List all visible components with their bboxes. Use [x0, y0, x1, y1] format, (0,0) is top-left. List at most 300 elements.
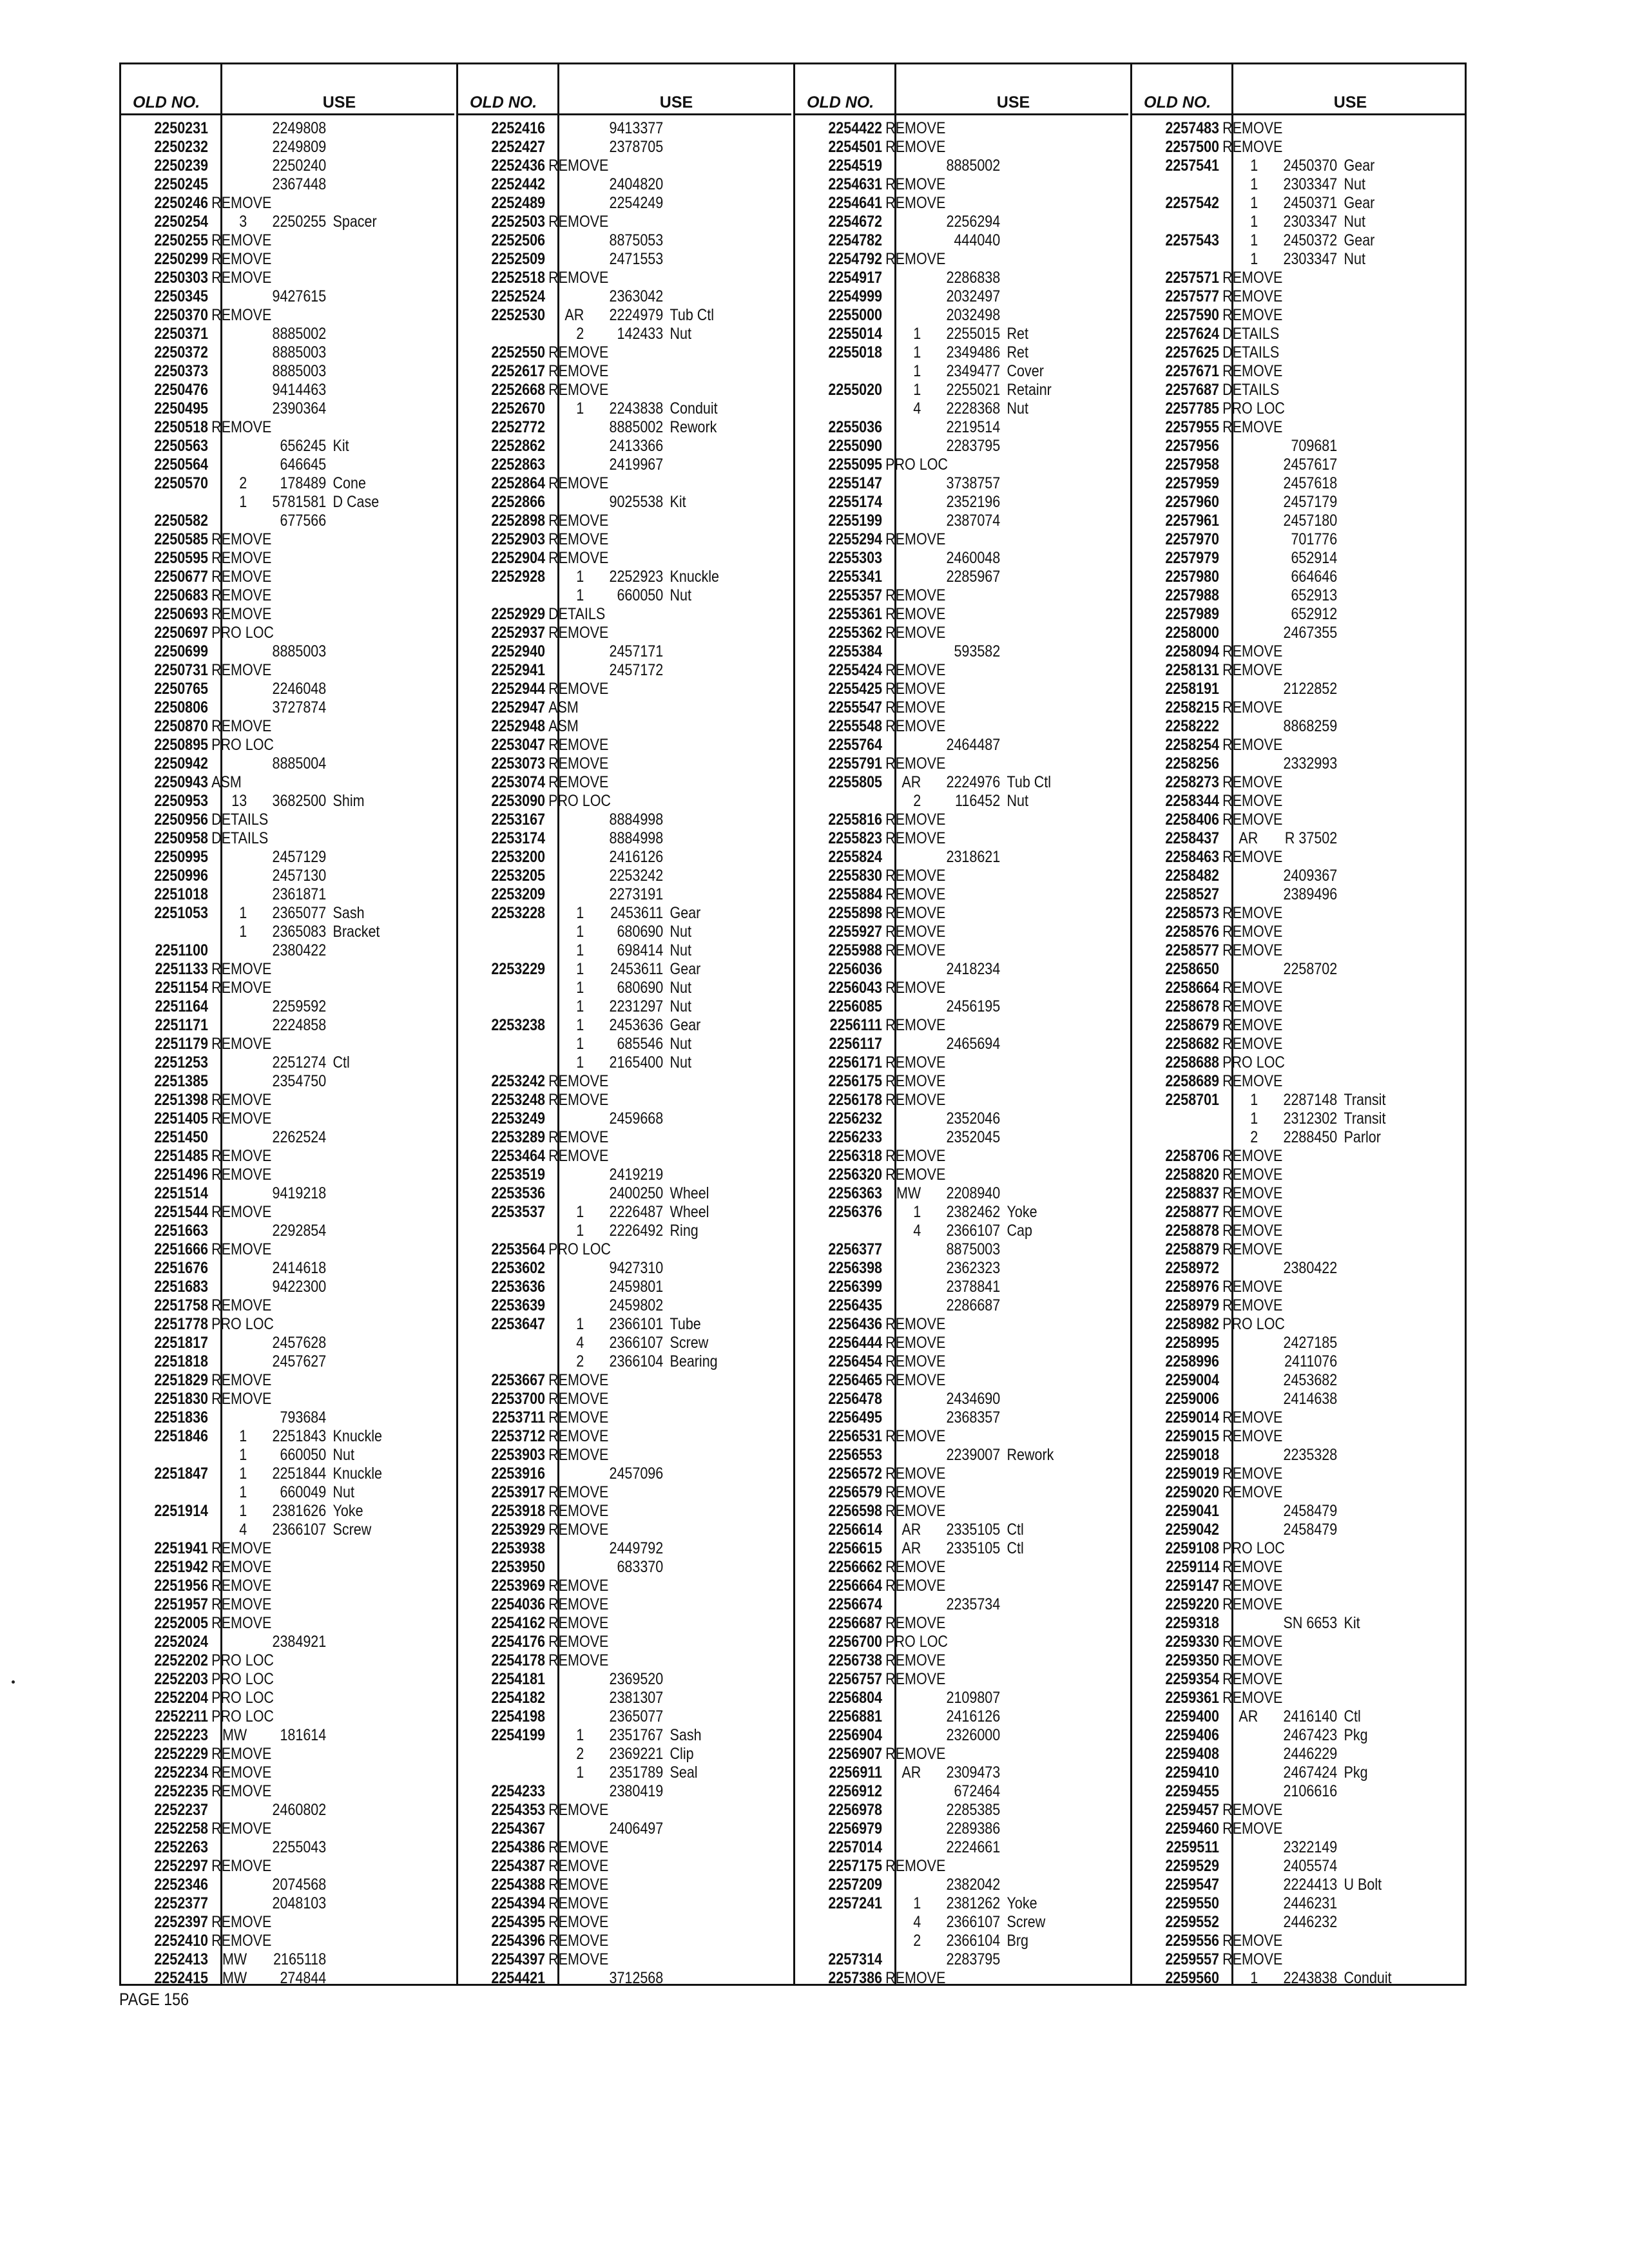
table-row — [795, 792, 1082, 811]
table-row — [1132, 1390, 1419, 1408]
use-action: REMOVE — [548, 1408, 609, 1427]
old-number: 2252235 — [154, 1782, 209, 1800]
replacement-part-number: 2406497 — [609, 1820, 664, 1838]
old-number: 2255424 — [828, 661, 883, 679]
use-action: REMOVE — [211, 1240, 272, 1258]
old-number: 2259019 — [1165, 1465, 1220, 1483]
table-row — [121, 1595, 408, 1614]
table-row — [121, 1726, 408, 1745]
replacement-part-number: 2411076 — [1284, 1352, 1338, 1370]
quantity: 1 — [913, 381, 921, 399]
table-row — [1132, 1913, 1419, 1932]
old-number: 2259557 — [1165, 1950, 1220, 1968]
table-row — [795, 1614, 1082, 1633]
table-row — [121, 642, 408, 661]
replacement-part-number: 2351789 — [609, 1763, 664, 1782]
table-row — [121, 512, 408, 530]
table-row — [795, 1838, 1082, 1857]
quantity: 1 — [576, 997, 584, 1015]
use-action: REMOVE — [885, 1091, 946, 1109]
old-number: 2251405 — [154, 1110, 209, 1128]
use-action: REMOVE — [885, 1745, 946, 1763]
use-action: PRO LOC — [548, 1240, 611, 1258]
quantity: AR — [901, 1539, 921, 1557]
use-action: REMOVE — [211, 231, 272, 249]
replacement-part-number: 2457180 — [1283, 512, 1338, 530]
old-no-heading: OLD NO. — [807, 93, 874, 111]
old-number: 2252940 — [491, 642, 546, 660]
old-number: 2250995 — [154, 848, 209, 866]
use-action: REMOVE — [885, 194, 946, 212]
old-number: 2257625 — [1165, 343, 1220, 361]
table-row — [121, 1483, 408, 1502]
use-action: DETAILS — [1222, 343, 1280, 361]
replacement-part-number: 8875053 — [609, 231, 664, 249]
old-number: 2259361 — [1165, 1689, 1220, 1707]
old-number: 2251818 — [154, 1352, 209, 1370]
part-description: Parlor — [1344, 1128, 1381, 1146]
replacement-part-number: 5781581 — [272, 493, 327, 511]
quantity: 1 — [576, 923, 584, 941]
replacement-part-number: 2458479 — [1283, 1502, 1338, 1520]
replacement-part-number: 2361871 — [272, 885, 327, 903]
table-row — [1132, 736, 1419, 754]
replacement-part-number: 8885003 — [272, 642, 327, 660]
replacement-part-number: 3738757 — [946, 474, 1001, 492]
table-row — [795, 119, 1082, 138]
table-row — [458, 754, 745, 773]
old-number: 2259220 — [1165, 1595, 1220, 1613]
old-number: 2253174 — [491, 829, 546, 847]
old-number: 2250677 — [154, 568, 209, 586]
table-row — [458, 1969, 745, 1988]
quantity: 1 — [576, 941, 584, 959]
table-row — [121, 306, 408, 325]
use-action: REMOVE — [1222, 1184, 1283, 1202]
old-number: 2259041 — [1165, 1502, 1220, 1520]
old-number: 2258094 — [1165, 642, 1220, 660]
replacement-part-number: 2453611 — [610, 960, 664, 978]
part-description: Nut — [1344, 175, 1365, 193]
old-number: 2259018 — [1165, 1446, 1220, 1464]
table-row — [121, 1614, 408, 1633]
use-action: REMOVE — [1222, 642, 1283, 660]
old-number: 2250495 — [154, 399, 209, 418]
part-description: Sash — [670, 1726, 702, 1744]
use-action: REMOVE — [1222, 1240, 1283, 1258]
table-row — [458, 399, 745, 418]
old-number: 2258650 — [1165, 960, 1220, 978]
part-description: Rework — [670, 418, 717, 436]
part-description: Gear — [1344, 194, 1375, 212]
quantity: 1 — [576, 1222, 584, 1240]
quantity: 13 — [231, 792, 247, 810]
table-row — [1132, 923, 1419, 941]
replacement-part-number: 2255015 — [946, 325, 1001, 343]
table-row — [121, 1222, 408, 1240]
table-row — [458, 1932, 745, 1950]
old-number: 2259547 — [1165, 1876, 1220, 1894]
replacement-part-number: 2251843 — [272, 1427, 327, 1445]
old-number: 2258678 — [1165, 997, 1220, 1015]
old-number: 2258344 — [1165, 792, 1220, 810]
replacement-part-number: 2251844 — [272, 1465, 327, 1483]
quantity: AR — [901, 1763, 921, 1782]
replacement-part-number: 2467355 — [1283, 624, 1338, 642]
table-row — [458, 885, 745, 904]
table-row — [1132, 1876, 1419, 1894]
old-number: 2251164 — [155, 997, 209, 1015]
table-row — [121, 1072, 408, 1091]
table-row — [795, 1857, 1082, 1876]
old-number: 2254394 — [491, 1894, 546, 1912]
replacement-part-number: 652914 — [1291, 549, 1338, 567]
quantity: 2 — [913, 792, 921, 810]
old-number: 2251018 — [154, 885, 209, 903]
table-row — [795, 343, 1082, 362]
use-action: REMOVE — [1222, 1016, 1283, 1034]
table-row — [795, 829, 1082, 848]
table-row — [458, 960, 745, 979]
table-row — [795, 399, 1082, 418]
use-action: REMOVE — [211, 1035, 272, 1053]
table-row — [458, 792, 745, 811]
old-number: 2256085 — [828, 997, 883, 1015]
use-action: REMOVE — [885, 1166, 946, 1184]
table-row — [795, 960, 1082, 979]
use-action: REMOVE — [885, 586, 946, 604]
table-row — [795, 1502, 1082, 1521]
old-number: 2250958 — [154, 829, 209, 847]
use-action: REMOVE — [885, 1315, 946, 1333]
table-row — [121, 1446, 408, 1465]
old-number: 2252772 — [491, 418, 546, 436]
replacement-part-number: 2262524 — [272, 1128, 327, 1146]
use-action: REMOVE — [1222, 1278, 1283, 1296]
part-description: Knuckle — [333, 1427, 383, 1445]
quantity: 1 — [576, 399, 584, 418]
use-action: REMOVE — [211, 1595, 272, 1613]
table-row — [795, 1016, 1082, 1035]
old-number: 2253712 — [491, 1427, 546, 1445]
old-number: 2255824 — [828, 848, 883, 866]
table-row — [795, 923, 1082, 941]
use-action: REMOVE — [548, 1651, 609, 1669]
old-number: 2250570 — [154, 474, 209, 492]
old-number: 2258820 — [1165, 1166, 1220, 1184]
old-number: 2255988 — [828, 941, 883, 959]
part-description: Kit — [333, 437, 349, 455]
old-number: 2254396 — [491, 1932, 546, 1950]
use-action: PRO LOC — [211, 1670, 274, 1688]
old-number: 2252489 — [491, 194, 546, 212]
use-action: REMOVE — [1222, 138, 1283, 156]
table-row — [121, 1502, 408, 1521]
table-row — [1132, 1408, 1419, 1427]
old-number: 2251758 — [154, 1296, 209, 1314]
table-row — [1132, 1222, 1419, 1240]
use-action: REMOVE — [1222, 1670, 1283, 1688]
replacement-part-number: 2106616 — [1283, 1782, 1338, 1800]
table-row — [458, 1465, 745, 1483]
old-number: 2250585 — [154, 530, 209, 548]
quantity: 4 — [239, 1521, 247, 1539]
old-number: 2252427 — [491, 138, 546, 156]
part-description: Bracket — [333, 923, 380, 941]
old-number: 2256495 — [828, 1408, 883, 1427]
replacement-part-number: 2318621 — [946, 848, 1001, 866]
old-number: 2252928 — [491, 568, 546, 586]
part-description: Yoke — [1007, 1894, 1037, 1912]
old-number: 2252202 — [154, 1651, 209, 1669]
table-row — [121, 325, 408, 343]
old-number: 2258256 — [1165, 754, 1220, 773]
part-description: Nut — [1344, 213, 1365, 231]
replacement-part-number: 2467423 — [1283, 1726, 1338, 1744]
replacement-part-number: 2453636 — [609, 1016, 664, 1034]
old-number: 2256175 — [828, 1072, 883, 1090]
table-row — [121, 399, 408, 418]
use-action: REMOVE — [548, 1371, 609, 1389]
old-number: 2258222 — [1165, 717, 1220, 735]
replacement-part-number: 2243838 — [1283, 1969, 1338, 1987]
old-number: 2256553 — [828, 1446, 883, 1464]
quantity: 1 — [576, 1763, 584, 1782]
use-action: REMOVE — [548, 1521, 609, 1539]
part-description: Retainr — [1007, 381, 1052, 399]
old-number: 2256435 — [828, 1296, 883, 1314]
old-number: 2250870 — [154, 717, 209, 735]
replacement-part-number: 2369520 — [609, 1670, 664, 1688]
use-action: DETAILS — [211, 811, 269, 829]
table-row — [1132, 1016, 1419, 1035]
table-row — [458, 661, 745, 680]
table-row — [795, 1390, 1082, 1408]
use-action: REMOVE — [1222, 119, 1283, 137]
table-row — [458, 493, 745, 512]
quantity: 4 — [576, 1334, 584, 1352]
table-row — [795, 979, 1082, 997]
table-row — [121, 997, 408, 1016]
use-action: REMOVE — [1222, 736, 1283, 754]
use-action: REMOVE — [211, 530, 272, 548]
use-action: REMOVE — [211, 1539, 272, 1557]
replacement-part-number: 2352196 — [946, 493, 1001, 511]
old-number: 2258215 — [1165, 698, 1220, 716]
table-row — [795, 1446, 1082, 1465]
table-row — [795, 661, 1082, 680]
table-row — [121, 1465, 408, 1483]
use-action: REMOVE — [885, 1053, 946, 1072]
table-row — [458, 1801, 745, 1820]
old-number: 2256478 — [828, 1390, 883, 1408]
replacement-part-number: 2465694 — [946, 1035, 1001, 1053]
replacement-part-number: 2446232 — [1283, 1913, 1338, 1931]
replacement-part-number: 2287148 — [1283, 1091, 1338, 1109]
table-row — [1132, 1483, 1419, 1502]
quantity: 1 — [576, 568, 584, 586]
table-row — [795, 1035, 1082, 1053]
part-description: Rework — [1007, 1446, 1054, 1464]
table-row — [458, 1726, 745, 1745]
use-action: REMOVE — [885, 250, 946, 268]
old-number: 2257624 — [1165, 325, 1220, 343]
old-number: 2253073 — [491, 754, 546, 773]
replacement-part-number: 2224858 — [272, 1016, 327, 1034]
replacement-part-number: 142433 — [617, 325, 664, 343]
old-number: 2255898 — [828, 904, 883, 922]
table-row — [795, 1670, 1082, 1689]
old-number: 2256662 — [828, 1558, 883, 1576]
quantity: 4 — [913, 1222, 921, 1240]
table-row — [458, 1390, 745, 1408]
table-row — [458, 1745, 745, 1763]
page-number: PAGE 156 — [119, 1990, 189, 2009]
old-number: 2252415 — [154, 1969, 209, 1987]
column-rows — [795, 119, 1128, 1988]
quantity: MW — [896, 1184, 921, 1202]
old-number: 2253242 — [491, 1072, 546, 1090]
replacement-part-number: 2362323 — [946, 1259, 1001, 1277]
table-row — [795, 605, 1082, 624]
table-row — [795, 1745, 1082, 1763]
old-number: 2256687 — [828, 1614, 883, 1632]
table-row — [1132, 287, 1419, 306]
table-row — [1132, 343, 1419, 362]
replacement-part-number: 2285385 — [946, 1801, 1001, 1819]
table-row — [795, 1950, 1082, 1969]
quantity: 1 — [1250, 194, 1258, 212]
old-number: 2256911 — [829, 1763, 883, 1782]
quantity: 1 — [576, 1203, 584, 1221]
margin-speck — [12, 1680, 15, 1684]
old-number: 2256757 — [828, 1670, 883, 1688]
old-number: 2252864 — [491, 474, 546, 492]
old-number: 2257542 — [1165, 194, 1220, 212]
use-action: REMOVE — [211, 1577, 272, 1595]
old-number: 2259114 — [1166, 1558, 1220, 1576]
part-description: Yoke — [333, 1502, 363, 1520]
use-action: REMOVE — [885, 605, 946, 623]
old-no-heading: OLD NO. — [1144, 93, 1211, 111]
table-row — [121, 493, 408, 512]
part-description: Clip — [670, 1745, 694, 1763]
replacement-part-number: 2109807 — [946, 1689, 1001, 1707]
old-number: 2250476 — [154, 381, 209, 399]
use-action: REMOVE — [548, 773, 609, 791]
old-number: 2257980 — [1165, 568, 1220, 586]
table-row — [795, 736, 1082, 754]
old-number: 2251154 — [155, 979, 209, 997]
old-number: 2252862 — [491, 437, 546, 455]
use-action: REMOVE — [1222, 306, 1283, 324]
old-number: 2255805 — [828, 773, 883, 791]
replacement-part-number: 2387074 — [946, 512, 1001, 530]
table-row — [795, 586, 1082, 605]
table-row — [1132, 941, 1419, 960]
old-number: 2254198 — [491, 1707, 546, 1725]
table-row — [1132, 642, 1419, 661]
old-number: 2256363 — [828, 1184, 883, 1202]
old-number: 2255294 — [828, 530, 883, 548]
table-row — [458, 549, 745, 568]
old-number: 2250372 — [154, 343, 209, 361]
table-row — [121, 250, 408, 269]
old-number: 2254501 — [828, 138, 883, 156]
table-row — [458, 437, 745, 456]
table-row — [795, 1651, 1082, 1670]
table-row — [121, 1707, 408, 1726]
replacement-part-number: 2457627 — [272, 1352, 327, 1370]
table-row — [795, 1820, 1082, 1838]
old-number: 2254917 — [828, 269, 883, 287]
part-description: Tub Ctl — [1007, 773, 1052, 791]
old-number: 2253209 — [491, 885, 546, 903]
table-row — [458, 1820, 745, 1838]
table-row — [458, 811, 745, 829]
old-number: 2256318 — [828, 1147, 883, 1165]
table-row — [458, 194, 745, 213]
table-row — [1132, 1184, 1419, 1203]
old-number: 2252346 — [154, 1876, 209, 1894]
table-row — [795, 624, 1082, 642]
replacement-part-number: 2249808 — [272, 119, 327, 137]
replacement-part-number: 181614 — [280, 1726, 327, 1744]
old-number: 2255036 — [828, 418, 883, 436]
use-action: REMOVE — [548, 1595, 609, 1613]
old-number: 2254519 — [828, 157, 883, 175]
table-row — [795, 213, 1082, 231]
old-number: 2256738 — [828, 1651, 883, 1669]
old-number: 2252005 — [154, 1614, 209, 1632]
column-rows — [1132, 119, 1465, 1988]
use-action: DETAILS — [1222, 325, 1280, 343]
use-action: REMOVE — [1222, 1465, 1283, 1483]
table-row — [1132, 680, 1419, 698]
replacement-part-number: 2460802 — [272, 1801, 327, 1819]
part-description: Tube — [670, 1315, 701, 1333]
old-number: 2256912 — [828, 1782, 883, 1800]
use-action: REMOVE — [1222, 269, 1283, 287]
old-number: 2256572 — [828, 1465, 883, 1483]
old-number: 2259014 — [1165, 1408, 1220, 1427]
replacement-part-number: 2457172 — [609, 661, 664, 679]
replacement-part-number: SN 6653 — [1283, 1614, 1338, 1632]
quantity: AR — [901, 773, 921, 791]
old-number: 2258982 — [1165, 1315, 1220, 1333]
table-row — [121, 287, 408, 306]
use-action: REMOVE — [1222, 1801, 1283, 1819]
table-row — [458, 1334, 745, 1352]
old-number: 2256615 — [828, 1539, 883, 1557]
table-row — [458, 1876, 745, 1894]
table-row — [795, 1726, 1082, 1745]
replacement-part-number: 2231297 — [609, 997, 664, 1015]
old-number: 2259529 — [1165, 1857, 1220, 1875]
old-number: 2254178 — [491, 1651, 546, 1669]
table-row — [1132, 1577, 1419, 1595]
table-row — [121, 586, 408, 605]
table-row — [121, 1035, 408, 1053]
quantity: 1 — [1250, 213, 1258, 231]
part-description: Sash — [333, 904, 365, 922]
table-row — [458, 1558, 745, 1577]
old-number: 2250345 — [154, 287, 209, 305]
use-action: REMOVE — [548, 1913, 609, 1931]
table-row — [121, 1689, 408, 1707]
use-action: REMOVE — [211, 1147, 272, 1165]
table-row — [458, 1072, 745, 1091]
